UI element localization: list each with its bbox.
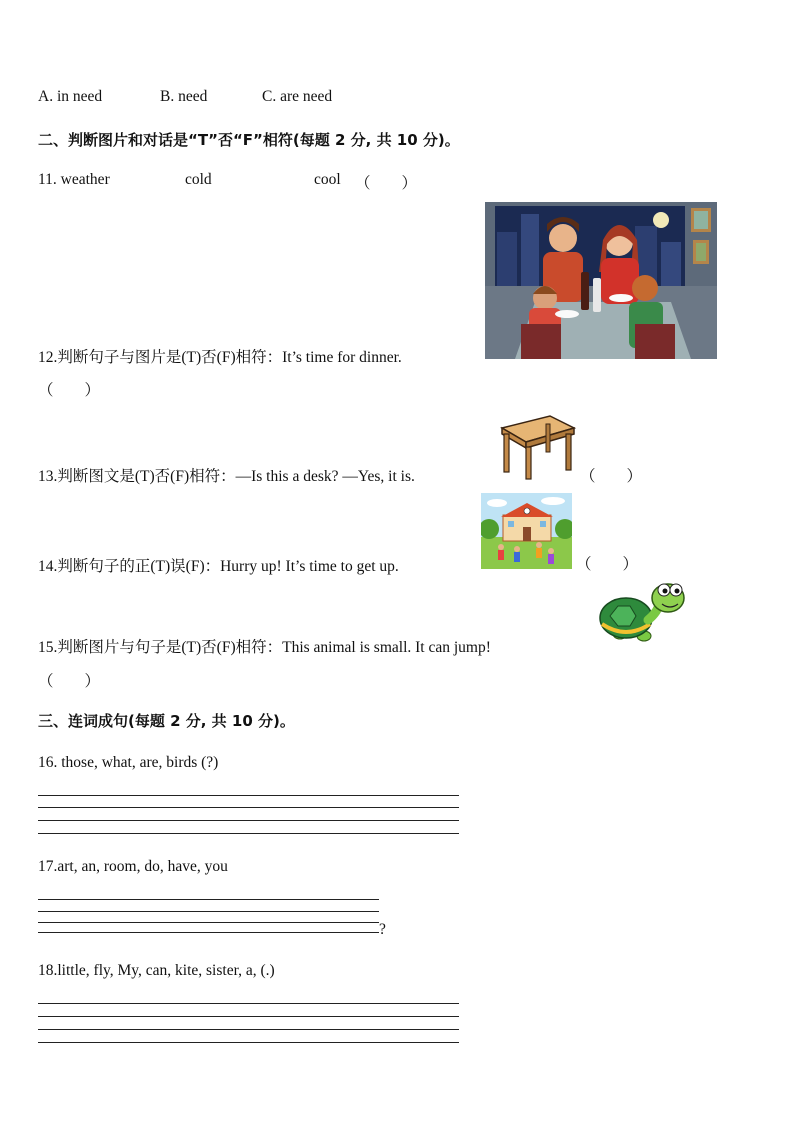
q12-text: 12.判断句子与图片是(T)否(F)相符：It’s time for dinner.: [38, 349, 402, 366]
q15-text: 15.判断图片与句子是(T)否(F)相符：This animal is small. It can jump!: [38, 639, 491, 656]
q17-answer-line-4[interactable]: [38, 932, 379, 933]
q14-answer-blank[interactable]: （ ）: [576, 556, 639, 573]
turtle-image: [598, 578, 688, 648]
q18-text: 18.little, fly, My, can, kite, sister, a, (.): [38, 962, 275, 979]
q18-answer-line-1[interactable]: [38, 1003, 459, 1004]
section-2-title: 二、判断图片和对话是“T”否“F”相符(每题 2 分, 共 10 分)。: [38, 131, 460, 149]
option-b: B. need: [160, 88, 208, 105]
q11-prefix: 11. weather: [38, 171, 110, 188]
q16-answer-line-1[interactable]: [38, 795, 459, 796]
q17-text: 17.art, an, room, do, have, you: [38, 858, 228, 875]
desk-image: [500, 414, 576, 480]
q17-answer-line-3[interactable]: [38, 922, 379, 923]
q17-question-mark: ?: [379, 921, 386, 938]
option-c: C. are need: [262, 88, 333, 105]
q17-answer-line-1[interactable]: [38, 899, 379, 900]
q18-answer-line-2[interactable]: [38, 1016, 459, 1017]
q18-answer-line-3[interactable]: [38, 1029, 459, 1030]
q13-answer-blank[interactable]: （ ）: [580, 468, 643, 485]
option-a: A. in need: [38, 88, 103, 105]
q12-answer-blank[interactable]: （ ）: [38, 382, 101, 399]
section-3-title: 三、连词成句(每题 2 分, 共 10 分)。: [38, 712, 295, 730]
q18-answer-line-4[interactable]: [38, 1042, 459, 1043]
school-children-image: [481, 493, 572, 569]
q16-answer-line-3[interactable]: [38, 820, 459, 821]
q11-word-cool: cool: [314, 171, 341, 188]
q13-text: 13.判断图文是(T)否(F)相符：—Is this a desk? —Yes, it is.: [38, 468, 415, 485]
q11-answer-blank[interactable]: （ ）: [355, 175, 418, 192]
q16-answer-line-2[interactable]: [38, 807, 459, 808]
q11-word-cold: cold: [185, 171, 212, 188]
q14-text: 14.判断句子的正(T)误(F)：Hurry up! It’s time to get up.: [38, 558, 399, 575]
family-dinner-image: [485, 202, 717, 359]
q16-answer-line-4[interactable]: [38, 833, 459, 834]
q15-answer-blank[interactable]: （ ）: [38, 673, 101, 690]
q17-answer-line-2[interactable]: [38, 911, 379, 912]
q16-text: 16. those, what, are, birds (?): [38, 754, 219, 771]
